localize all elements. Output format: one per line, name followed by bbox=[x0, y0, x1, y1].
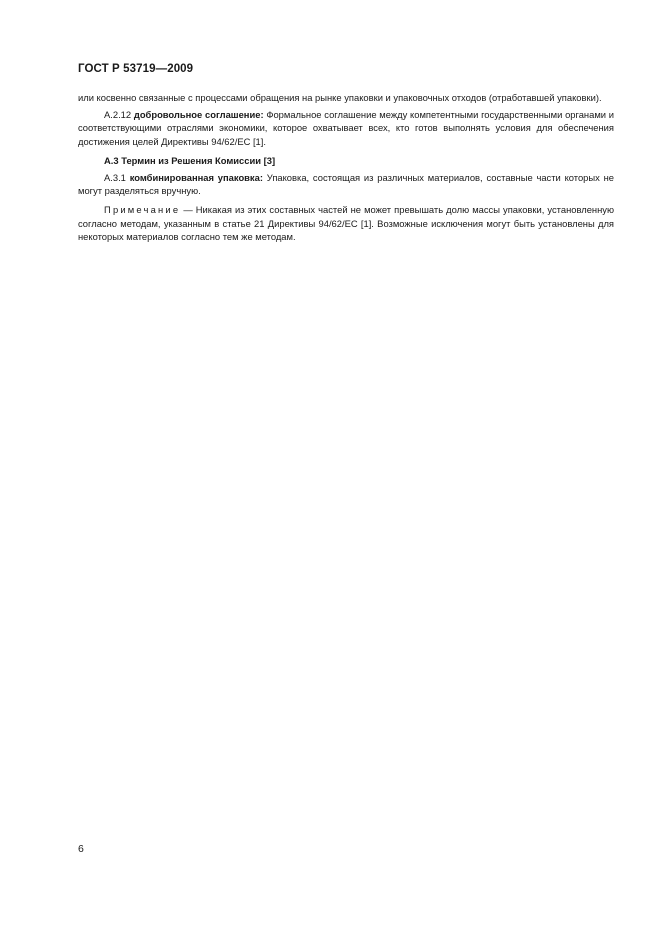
page-number: 6 bbox=[78, 843, 84, 855]
clause-a31-number: А.3.1 bbox=[104, 172, 126, 184]
clause-a31 bbox=[78, 171, 614, 197]
clause-a212-definition: Формальное соглашение между компетентными государственными органами и соответствующими отраслями экономики, которое охватывает всех, кто готов выполнять условия для обеспечения достижения целей Директивы 94/62/ЕС [1]. bbox=[78, 109, 614, 147]
clause-a212 bbox=[78, 108, 614, 148]
page-content bbox=[78, 91, 614, 243]
note-label: Примечание bbox=[104, 204, 181, 216]
running-header: ГОСТ Р 53719—2009 bbox=[78, 63, 194, 75]
clause-a212-number: А.2.12 bbox=[104, 109, 132, 121]
continuation-paragraph: или косвенно связанные с процессами обращения на рынке упаковки и упаковочных отходов (отработавшей упаковки). bbox=[78, 92, 602, 103]
note-paragraph bbox=[78, 203, 614, 243]
clause-a31-definition: Упаковка, состоящая из различных материалов, составные части которых не могут разделяться вручную. bbox=[78, 172, 615, 197]
clause-a31-term: комбинированная упаковка: bbox=[129, 172, 263, 184]
section-a3-heading: А.3 Термин из Решения Комиссии [3] bbox=[104, 154, 276, 166]
note-text: — Никакая из этих составных частей не может превышать долю массы упаковки, установленную согласно методам, указанным в статье 21 Директивы 94/62/ЕС [1]. Возможные исключения могут быть установлены для некоторых материалов согласно тем же методам. bbox=[78, 204, 614, 242]
clause-a212-term: добровольное соглашение: bbox=[133, 109, 264, 121]
